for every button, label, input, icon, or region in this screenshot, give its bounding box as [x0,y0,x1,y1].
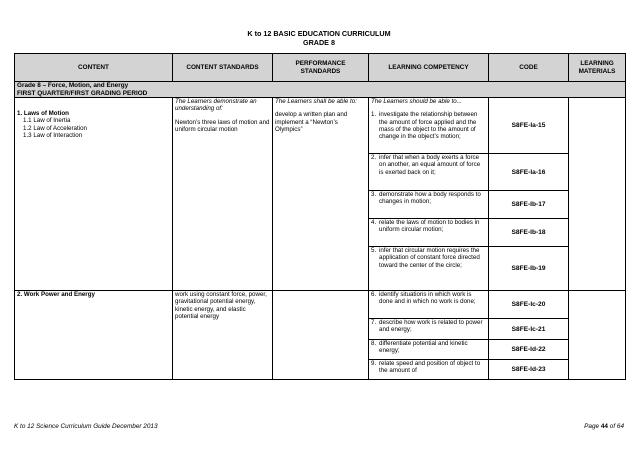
col-header-performance-standards: PERFORMANCE STANDARDS [273,54,369,82]
content-standards-cell [173,98,273,291]
code-cell: S8FE-Id-22 [489,340,569,360]
title-line-2: GRADE 8 [303,38,335,47]
competency-text: relate speed and position of object to the amount of [379,360,481,375]
competency-number: 3. [371,191,377,199]
competency-cell [369,98,489,154]
competency-cell [369,291,489,319]
code-cell: S8FE-Ic-21 [489,319,569,340]
competency-text: demonstrate how a body responds to changes in motion; [379,191,481,206]
lc-intro: The Learners should be able to... [371,98,462,106]
content-cell-laws-of-motion [15,98,173,291]
content-cell-work-power-energy: 2. Work Power and Energy [15,291,173,380]
competency-number: 1. [371,111,377,119]
competency-cell [369,340,489,360]
quarter-label: FIRST QUARTER/FIRST GRADING PERIOD [17,89,148,97]
code-cell: S8FE-Ia-15 [489,98,569,154]
col-header-code: CODE [489,54,569,82]
content-standards-cell: work using constant force, power, gravitational potential energy, kinetic energy, and elastic potential energy [173,291,273,380]
competency-cell [369,319,489,340]
content-item: 1.1 Law of Inertia [23,117,71,125]
content-item: 1.3 Law of Interaction [23,131,83,139]
competency-number: 7. [371,319,377,327]
page-of: of [609,423,616,430]
footer-guide-label: K to 12 Science Curriculum Guide December 2013 [14,423,158,430]
col-header-learning-competency: LEARNING COMPETENCY [369,54,489,82]
table-row [15,291,626,319]
cs-intro: The Learners demonstrate an understanding of: [175,98,257,113]
competency-text: infer that when a body exerts a force on another, an equal amount of force is exerted back on it; [379,154,481,176]
code-cell: S8FE-Id-23 [489,360,569,380]
competency-cell [369,247,489,291]
competency-text: relate the laws of motion to bodies in uniform circular motion; [379,219,480,234]
document-title [0,29,638,47]
grade-label: Grade 8 – Force, Motion, and Energy [17,82,129,89]
page-total: 64 [616,423,624,430]
curriculum-table [14,53,626,380]
code-cell: S8FE-Ib-18 [489,219,569,247]
competency-cell [369,191,489,219]
learning-materials-cell [569,98,626,291]
competency-number: 6. [371,291,377,299]
competency-number: 9. [371,360,377,368]
content-item: 1.2 Law of Acceleration [23,124,87,132]
competency-cell [369,154,489,191]
cs-text: Newton’s three laws of motion and uniform circular motion [175,118,270,133]
grade-row [15,82,626,98]
col-header-content: CONTENT [15,54,173,82]
code-cell: S8FE-Ib-19 [489,247,569,291]
competency-number: 8. [371,340,377,348]
performance-standards-cell [273,98,369,291]
col-header-learning-materials: LEARNING MATERIALS [569,54,626,82]
page-current: 44 [600,423,608,430]
code-cell: S8FE-Ic-20 [489,291,569,319]
learning-materials-cell [569,291,626,380]
competency-number: 4. [371,219,377,227]
table-row [15,98,626,154]
competency-text: differentiate potential and kinetic energy; [379,340,468,355]
footer-page-number [584,423,624,430]
competency-text: describe how work is related to power and energy; [379,319,483,334]
competency-number: 5. [371,247,377,255]
code-cell: S8FE-Ib-17 [489,191,569,219]
table-header-row [15,54,626,82]
competency-text: infer that circular motion requires the application of constant force directed toward the center of the circle; [379,247,480,269]
competency-number: 2. [371,154,377,162]
content-title: 1. Laws of Motion [17,110,69,118]
col-header-content-standards: CONTENT STANDARDS [173,54,273,82]
performance-standards-cell [273,291,369,380]
ps-intro: The Learners shall be able to: [275,98,357,106]
page-prefix: Page [584,423,600,430]
title-line-1: K to 12 BASIC EDUCATION CURRICULUM [247,29,391,38]
competency-cell [369,219,489,247]
competency-text: identify situations in which work is done and in which no work is done; [379,291,476,306]
code-cell: S8FE-Ia-16 [489,154,569,191]
competency-cell [369,360,489,380]
competency-text: investigate the relationship between the amount of force applied and the mass of the object to the amount of change in the object’s motion; [379,111,478,140]
ps-text: develop a written plan and implement a “Newton’s Olympics” [275,111,348,133]
